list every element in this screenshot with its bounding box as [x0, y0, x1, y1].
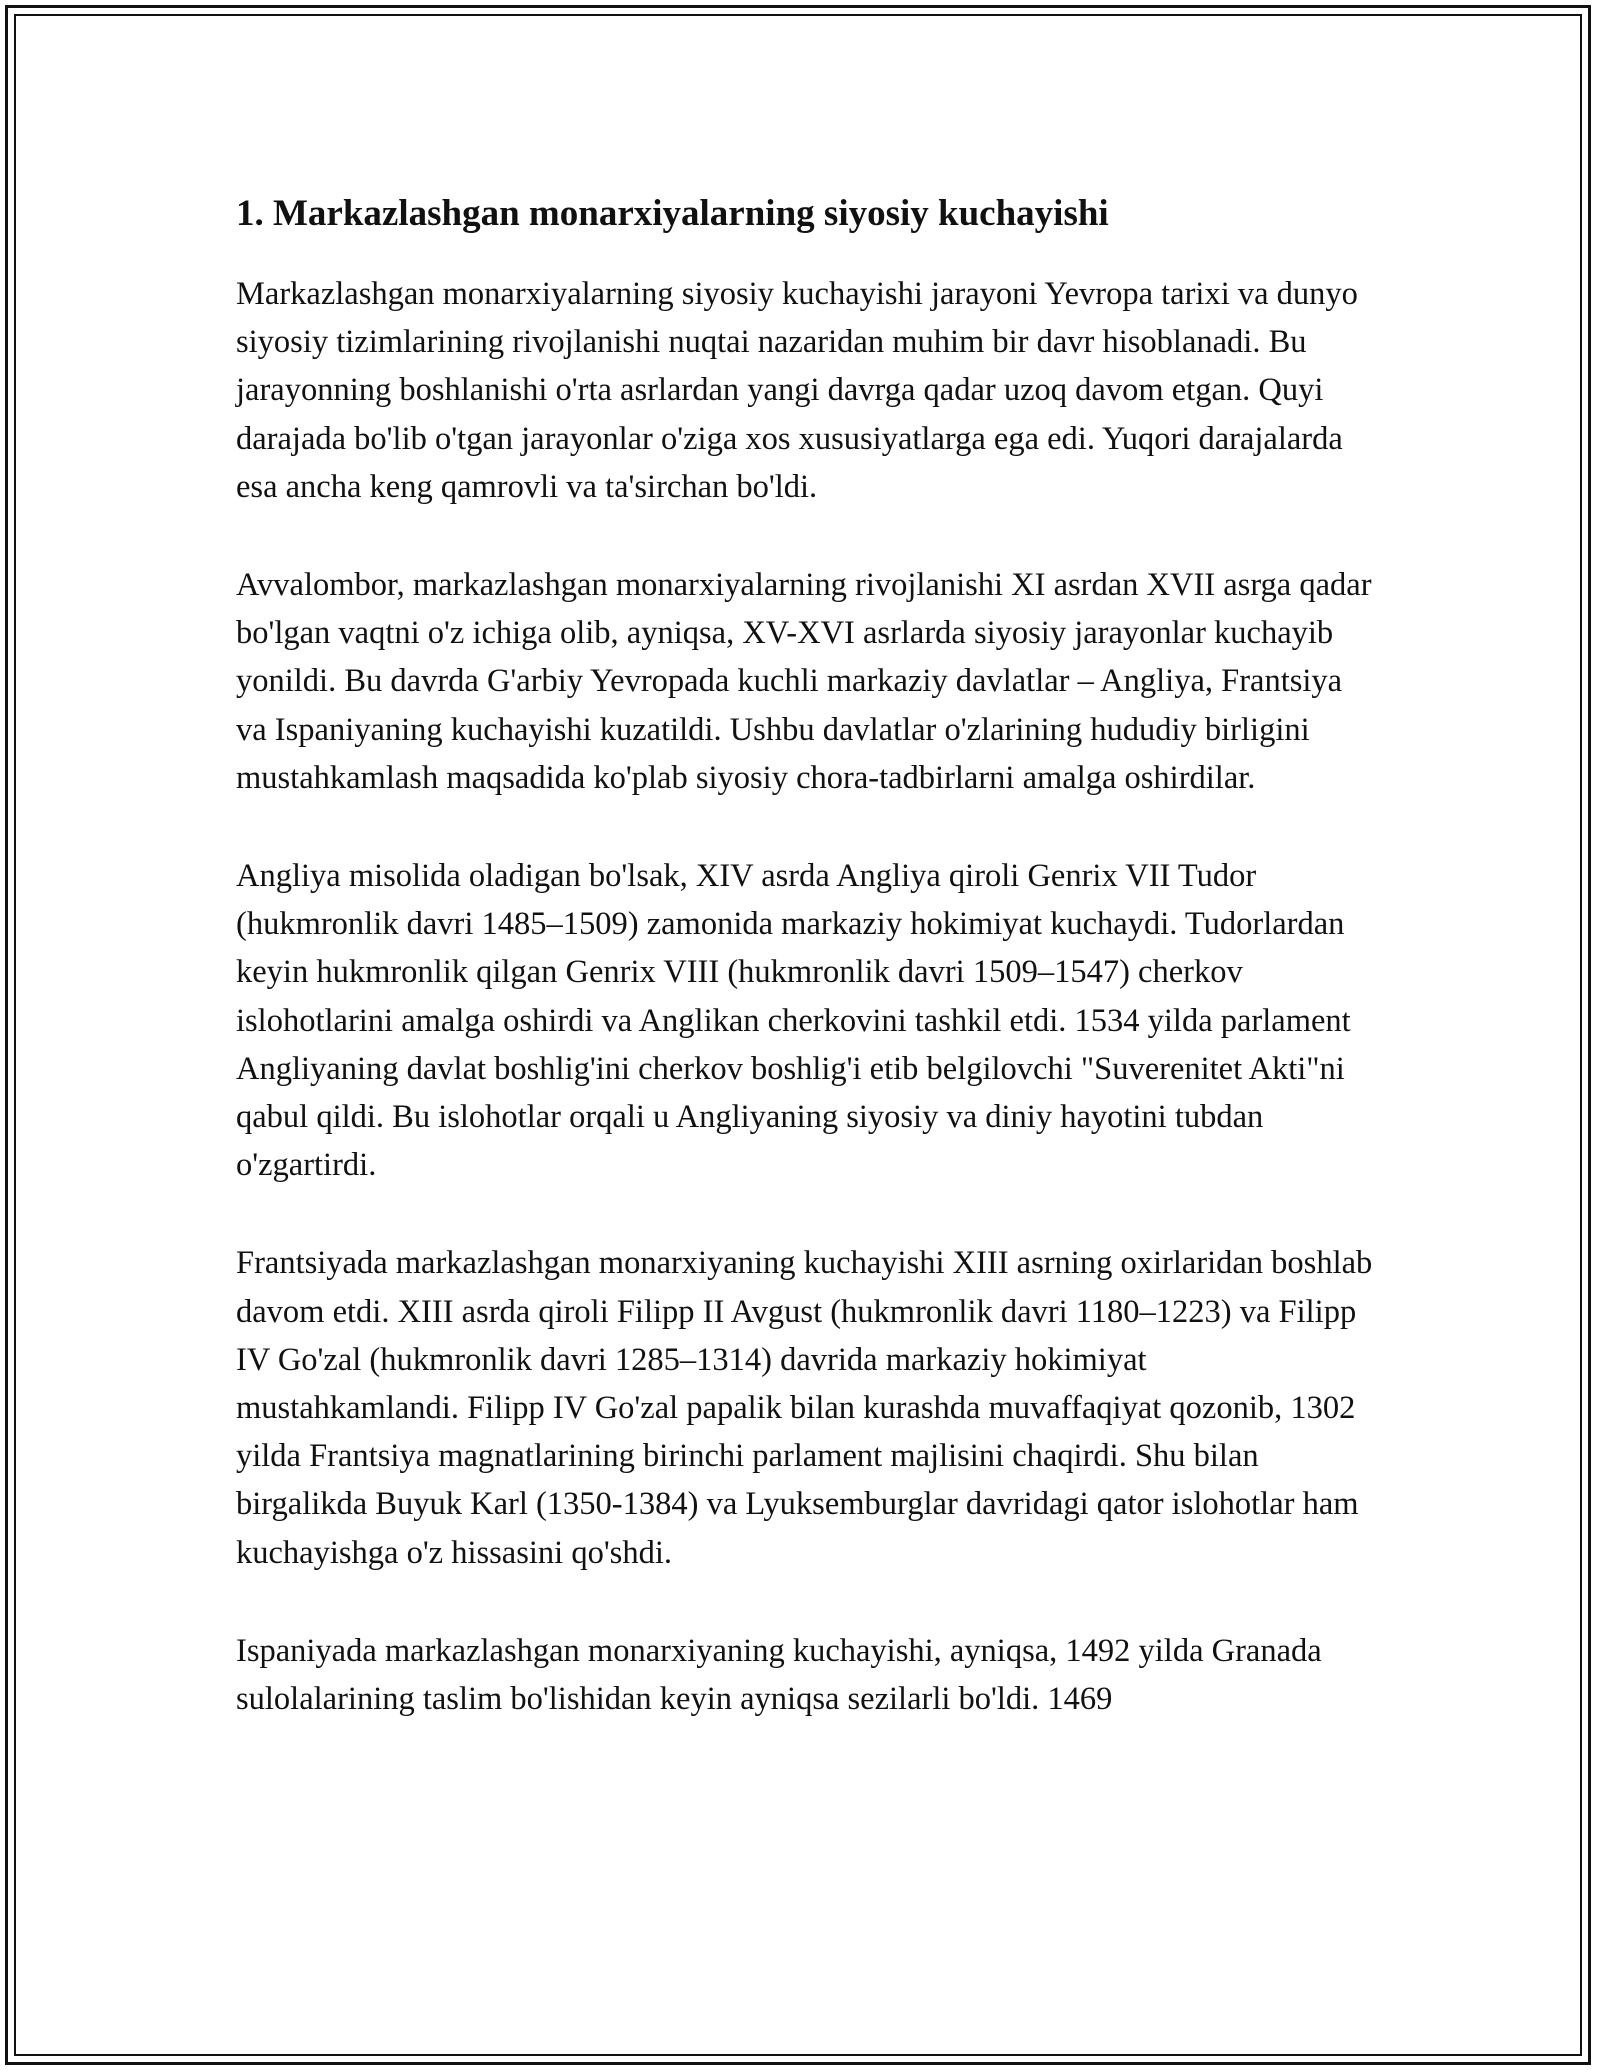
- paragraph-intro: Markazlashgan monarxiyalarning siyosiy kuchayishi jarayoni Yevropa tarixi va dunyo siyosiy tizimlarining rivojlanishi nuqtai nazaridan muhim bir davr hisoblanadi. Bu jarayonning boshlanishi o'rta asrlardan yangi davrga qadar uzoq davom etgan. Quyi darajada bo'lib o'tgan jarayonlar o'ziga xos xususiyatlarga ega edi. Yuqori darajalarda esa ancha keng qamrovli va ta'sirchan bo'ldi.: [236, 276, 1358, 505]
- section-heading: 1. Markazlashgan monarxiyalarning siyosiy kuchayishi: [236, 193, 1109, 234]
- document-page: [236, 188, 1376, 1773]
- paragraph-spain: Ispaniyada markazlashgan monarxiyaning kuchayishi, ayniqsa, 1492 yilda Granada sulolalarining taslim bo'lishidan keyin ayniqsa sezilarli bo'ldi. 1469: [236, 1632, 1322, 1718]
- paragraph-overview: Avvalombor, markazlashgan monarxiyalarning rivojlanishi XI asrdan XVII asrga qadar bo'lgan vaqtni o'z ichiga olib, ayniqsa, XV-XVI asrlarda siyosiy jarayonlar kuchayib yonildi. Bu davrda G'arbiy Yevropada kuchli markaziy davlatlar – Angliya, Frantsiya va Ispaniyaning kuchayishi kuzatildi. Ushbu davlatlar o'zlarining hududiy birligini mustahkamlash maqsadida ko'plab siyosiy chora-tadbirlarni amalga oshirdilar.: [236, 567, 1372, 796]
- paragraph-france: Frantsiyada markazlashgan monarxiyaning kuchayishi XIII asrning oxirlaridan boshlab davom etdi. XIII asrda qiroli Filipp II Avgust (hukmronlik davri 1180–1223) va Filipp IV Go'zal (hukmronlik davri 1285–1314) davrida markaziy hokimiyat mustahkamlandi. Filipp IV Go'zal papalik bilan kurashda muvaffaqiyat qozonib, 1302 yilda Frantsiya magnatlarining birinchi parlament majlisini chaqirdi. Shu bilan birgalikda Buyuk Karl (1350-1384) va Lyuksemburglar davridagi qator islohotlar ham kuchayishga o'z hissasini qo'shdi.: [236, 1245, 1373, 1571]
- paragraph-england: Angliya misolida oladigan bo'lsak, XIV asrda Angliya qiroli Genrix VII Tudor (hukmronlik davri 1485–1509) zamonida markaziy hokimiyat kuchaydi. Tudorlardan keyin hukmronlik qilgan Genrix VIII (hukmronlik davri 1509–1547) cherkov islohotlarini amalga oshirdi va Anglikan cherkovini tashkil etdi. 1534 yilda parlament Angliyaning davlat boshlig'ini cherkov boshlig'i etib belgilovchi "Suverenitet Akti"ni qabul qildi. Bu islohotlar orqali u Angliyaning siyosiy va diniy hayotini tubdan o'zgartirdi.: [236, 858, 1351, 1184]
